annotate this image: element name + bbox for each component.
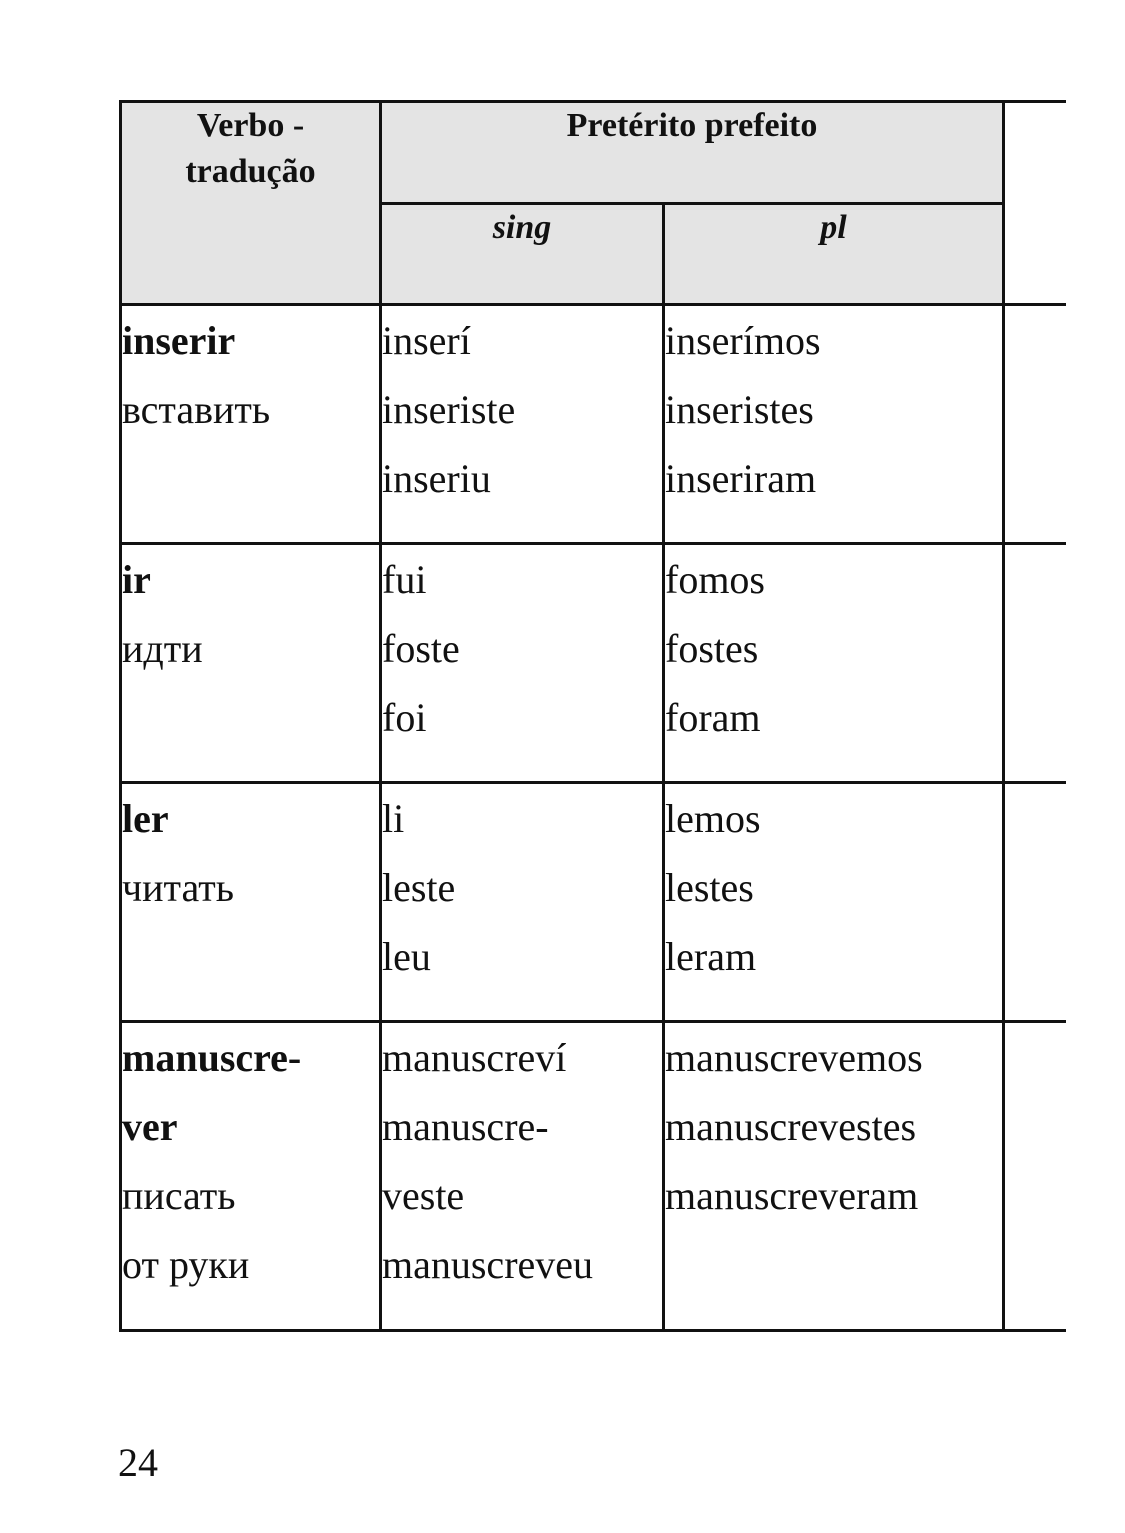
verb-cell — [121, 783, 381, 1022]
verb-translation: писать — [122, 1173, 236, 1218]
table-row — [121, 544, 1066, 783]
sing-form: foi — [382, 695, 427, 740]
verb-translation: идти — [122, 626, 203, 671]
table-row — [121, 305, 1066, 544]
verb-translation: читать — [122, 865, 234, 910]
pl-form: manuscreveram — [665, 1173, 919, 1218]
open-column-cell — [1004, 1022, 1066, 1331]
sing-form: manuscreví — [382, 1035, 567, 1080]
sing-form: inseriu — [382, 456, 491, 501]
sing-form: manuscre- — [382, 1104, 549, 1149]
verb-infinitive: inserir — [122, 318, 236, 363]
header-tense: Pretérito prefeito — [381, 102, 1004, 204]
verb-infinitive: ir — [122, 557, 151, 602]
open-column-cell — [1004, 305, 1066, 544]
sing-form: manuscreveu — [382, 1242, 594, 1287]
verb-translation: вставить — [122, 387, 271, 432]
header-verb-translation — [121, 102, 381, 305]
verb-translation: от руки — [122, 1242, 250, 1287]
sing-form: foste — [382, 626, 460, 671]
verb-infinitive: ler — [122, 796, 169, 841]
sing-form: fui — [382, 557, 427, 602]
sing-form: li — [382, 796, 405, 841]
sing-form: leste — [382, 865, 456, 910]
pl-form: inseriram — [665, 456, 817, 501]
pl-form: manuscrevemos — [665, 1035, 923, 1080]
singular-forms-cell — [381, 305, 664, 544]
pl-form: manuscrevestes — [665, 1104, 917, 1149]
header-pl: pl — [664, 203, 1004, 305]
pl-form: foram — [665, 695, 761, 740]
plural-forms-cell — [664, 1022, 1004, 1331]
plural-forms-cell — [664, 544, 1004, 783]
table-row — [121, 1022, 1066, 1331]
verb-cell — [121, 305, 381, 544]
verb-infinitive: ver — [122, 1104, 178, 1149]
pl-form: inserímos — [665, 318, 821, 363]
pl-form: fostes — [665, 626, 759, 671]
table-row — [121, 783, 1066, 1022]
verb-cell — [121, 544, 381, 783]
header-row-top — [121, 102, 1066, 204]
plural-forms-cell — [664, 783, 1004, 1022]
plural-forms-cell — [664, 305, 1004, 544]
verb-cell — [121, 1022, 381, 1331]
pl-form: inseristes — [665, 387, 814, 432]
open-column-cell — [1004, 544, 1066, 783]
header-sing: sing — [381, 203, 664, 305]
pl-form: lemos — [665, 796, 761, 841]
page-number: 24 — [118, 1440, 158, 1485]
pl-form: fomos — [665, 557, 765, 602]
header-open-column — [1004, 102, 1066, 305]
singular-forms-cell — [381, 783, 664, 1022]
verb-infinitive: manuscre- — [122, 1035, 302, 1080]
singular-forms-cell — [381, 1022, 664, 1331]
pl-form: leram — [665, 934, 757, 979]
conjugation-table — [119, 100, 1066, 1332]
singular-forms-cell — [381, 544, 664, 783]
header-verb-line1: Verbo - — [196, 107, 305, 144]
sing-form: leu — [382, 934, 431, 979]
header-verb-line2: tradução — [185, 153, 316, 190]
sing-form: inserí — [382, 318, 471, 363]
sing-form: veste — [382, 1173, 465, 1218]
pl-form: lestes — [665, 865, 754, 910]
sing-form: inseriste — [382, 387, 516, 432]
open-column-cell — [1004, 783, 1066, 1022]
